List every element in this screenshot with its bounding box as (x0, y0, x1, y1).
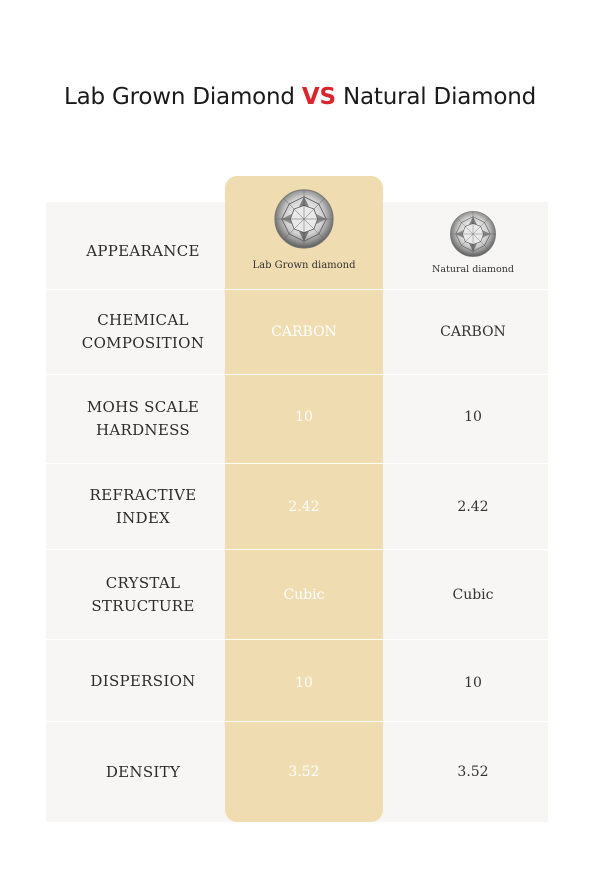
natural-diamond (393, 210, 553, 275)
lab-value-refractive-index (225, 464, 383, 550)
row-label-line: REFRACTIVE (89, 486, 197, 504)
natural-value-dispersion (393, 640, 553, 726)
row-label-line: CRYSTAL (105, 574, 181, 592)
cell-text: 3.52 (457, 764, 489, 780)
cell-text: 10 (295, 675, 313, 691)
row-label-line: COMPOSITION (81, 334, 205, 352)
row-label-line: CHEMICAL (97, 311, 189, 329)
row-label-text: DISPERSION (90, 671, 196, 690)
title-vs: VS (301, 84, 336, 110)
cell-text: 2.42 (457, 499, 489, 515)
natural-value-mohs-hardness (393, 375, 553, 459)
row-label-line: INDEX (115, 509, 171, 527)
row-label-line: MOHS SCALE (86, 398, 200, 416)
row-label-chemical-composition (60, 290, 226, 374)
diamond-icon (449, 210, 497, 258)
cell-text: Cubic (452, 587, 494, 603)
natural-diamond-caption: Natural diamond (432, 264, 514, 275)
cell-text: Cubic (283, 587, 325, 603)
cell-text: CARBON (440, 324, 506, 340)
title-right: Natural Diamond (343, 84, 537, 110)
row-label-line: HARDNESS (96, 421, 190, 439)
lab-value-mohs-hardness (225, 375, 383, 459)
lab-diamond-caption: Lab Grown diamond (252, 260, 356, 271)
cell-text: 3.52 (288, 764, 320, 780)
lab-value-crystal-structure (225, 550, 383, 640)
row-label-text: DENSITY (105, 762, 181, 781)
row-label-line: STRUCTURE (91, 597, 195, 615)
row-label-density (60, 722, 226, 822)
natural-value-refractive-index (393, 464, 553, 550)
natural-value-crystal-structure (393, 550, 553, 640)
diamond-icon (273, 188, 335, 250)
cell-text: 10 (295, 409, 313, 425)
page-title (0, 84, 600, 110)
row-label-text: APPEARANCE (86, 241, 200, 260)
natural-value-chemical-composition (393, 290, 553, 374)
row-label-refractive-index (60, 464, 226, 550)
row-label-crystal-structure (60, 550, 226, 640)
cell-text: CARBON (271, 324, 337, 340)
row-label-dispersion (60, 640, 226, 722)
cell-text: 2.42 (288, 499, 320, 515)
lab-value-chemical-composition (225, 290, 383, 374)
lab-value-density (225, 722, 383, 822)
lab-value-dispersion (225, 640, 383, 726)
row-label-mohs-hardness (60, 375, 226, 463)
title-left: Lab Grown Diamond (63, 84, 295, 110)
row-label-appearance (60, 202, 226, 300)
lab-diamond (225, 188, 383, 271)
natural-value-density (393, 722, 553, 822)
cell-text: 10 (464, 675, 482, 691)
cell-text: 10 (464, 409, 482, 425)
